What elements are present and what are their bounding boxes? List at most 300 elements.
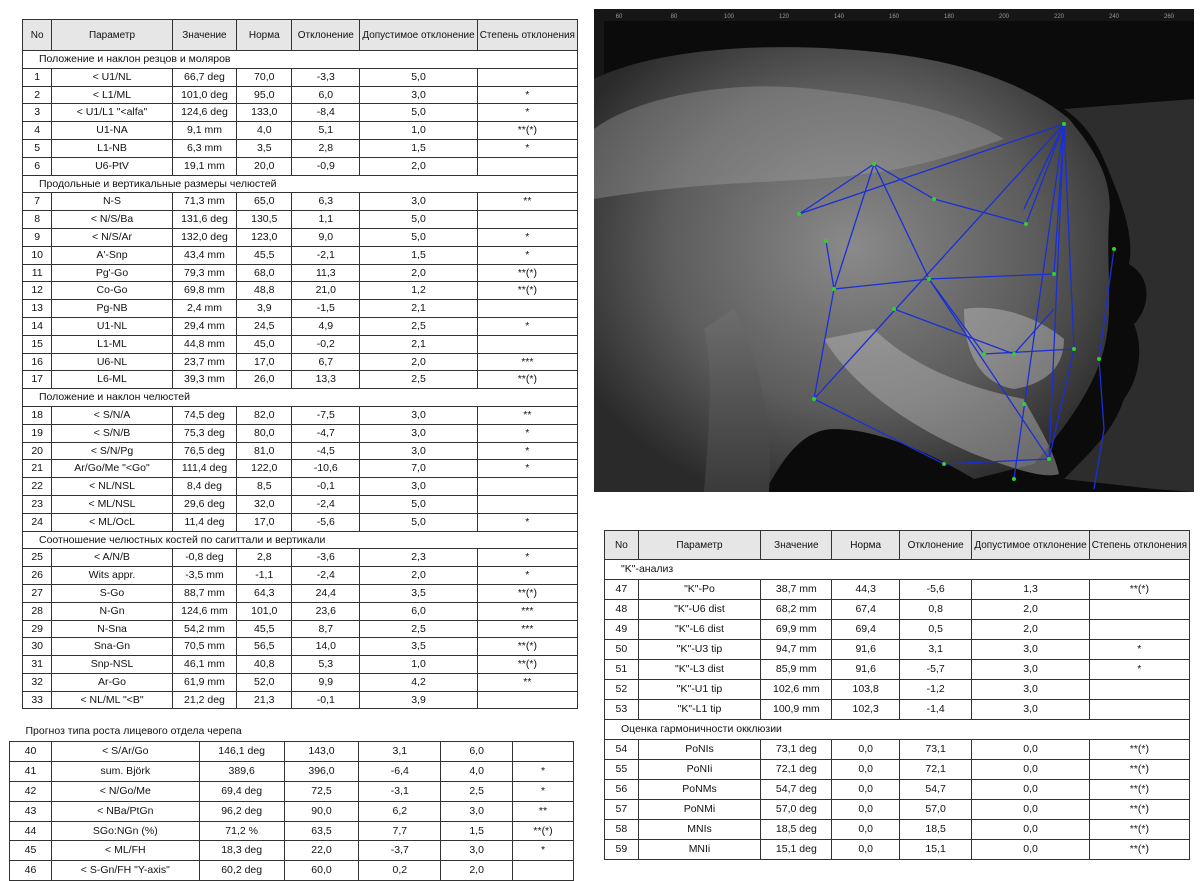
cell-norm: 48,8 [237,282,292,300]
cell-value: 6,3 mm [172,139,237,157]
table-row [23,68,578,86]
cell-deviation: 57,0 [899,800,971,820]
table-row [23,193,578,211]
cell-value: 69,9 mm [761,620,832,640]
cell-degree: * [477,567,577,585]
column-header: Параметр [638,531,761,560]
cell-parameter: < NBa/PtGn [51,801,199,821]
cell-norm: 56,5 [237,638,292,656]
cell-allowed-deviation: 4,0 [441,761,513,781]
cell-no: 53 [605,700,639,720]
cell-no: 2 [23,86,52,104]
table-row [23,567,578,585]
cell-deviation: 18,5 [899,820,971,840]
cell-norm: 8,5 [237,478,292,496]
cell-norm: 91,6 [832,640,899,660]
cell-degree: * [513,841,574,861]
cell-allowed-deviation: 3,0 [972,640,1089,660]
cell-no: 22 [23,478,52,496]
ruler-tick-label: 140 [833,14,845,20]
cell-value: 66,7 deg [172,68,237,86]
cell-parameter: L1-ML [52,335,172,353]
cell-norm: 123,0 [237,228,292,246]
cell-deviation: 6,0 [292,86,360,104]
cell-deviation: -3,7 [359,841,441,861]
cell-parameter: < ML/OcL [52,513,172,531]
cell-allowed-deviation: 2,1 [360,335,477,353]
table-row [23,122,578,140]
landmark-point [1097,357,1101,361]
cell-allowed-deviation: 2,0 [360,567,477,585]
cell-degree: **(*) [477,638,577,656]
landmark-point [1062,122,1066,126]
cell-degree: ** [477,406,577,424]
cell-value: 88,7 mm [172,584,237,602]
cell-parameter: N-Gn [52,602,172,620]
cell-no: 10 [23,246,52,264]
cell-deviation: 6,7 [292,353,360,371]
table-row [23,353,578,371]
cell-allowed-deviation: 2,0 [360,353,477,371]
cell-degree [477,478,577,496]
table-body [605,560,1190,860]
cell-allowed-deviation: 3,9 [360,691,477,709]
cell-degree: **(*) [477,656,577,674]
table-row [10,841,574,861]
table-row [23,300,578,318]
cell-deviation: -7,5 [292,406,360,424]
table-row [23,673,578,691]
column-header: Отклонение [292,20,360,51]
table-row [23,282,578,300]
cell-parameter: < U1/NL [52,68,172,86]
cell-allowed-deviation: 3,0 [972,680,1089,700]
cell-parameter: < S/N/B [52,424,172,442]
table-row [23,656,578,674]
cell-norm: 0,0 [832,820,899,840]
table-row [23,406,578,424]
cell-deviation: 6,2 [359,801,441,821]
column-header: Степень отклонения [1089,531,1189,560]
cell-allowed-deviation: 3,0 [360,478,477,496]
cell-parameter: Wits appr. [52,567,172,585]
cell-degree: **(*) [477,282,577,300]
cell-value: 131,6 deg [172,211,237,229]
cell-allowed-deviation: 3,0 [360,193,477,211]
cell-deviation: -1,4 [899,700,971,720]
cell-degree: *** [477,620,577,638]
cell-degree: *** [477,602,577,620]
growth-prognosis-table [9,722,574,881]
cell-value: 68,2 mm [761,600,832,620]
cell-deviation: -0,1 [292,691,360,709]
cell-no: 47 [605,580,639,600]
cell-no: 14 [23,317,52,335]
column-header: Допустимое отклонение [972,531,1089,560]
cell-value: 69,8 mm [172,282,237,300]
cell-value: 61,9 mm [172,673,237,691]
cell-norm: 70,0 [237,68,292,86]
cell-value: 2,4 mm [172,300,237,318]
ruler-tick-label: 180 [943,14,955,20]
cell-no: 49 [605,620,639,640]
section-title: Положение и наклон резцов и моляров [23,51,578,69]
cell-norm: 133,0 [237,104,292,122]
cell-deviation: 24,4 [292,584,360,602]
cell-parameter: S-Go [52,584,172,602]
cell-parameter: < S/N/Pg [52,442,172,460]
cell-degree: * [513,761,574,781]
cell-allowed-deviation: 2,0 [972,600,1089,620]
cell-deviation: 5,1 [292,122,360,140]
cell-degree [477,691,577,709]
cell-deviation: -0,9 [292,157,360,175]
landmark-point [982,352,986,356]
ruler-tick-label: 60 [615,14,623,20]
cell-norm: 24,5 [237,317,292,335]
cell-norm: 143,0 [284,741,359,761]
column-header: No [605,531,639,560]
cell-no: 9 [23,228,52,246]
cell-parameter: PoNMi [638,800,761,820]
cephalometric-table-main [22,19,578,709]
cell-allowed-deviation: 0,0 [972,740,1089,760]
cell-allowed-deviation: 0,0 [972,800,1089,820]
table-row [10,761,574,781]
cell-parameter: Pg-NB [52,300,172,318]
cell-norm: 396,0 [284,761,359,781]
cell-no: 26 [23,567,52,585]
section-row [10,722,574,741]
table-body [23,51,578,709]
cell-degree: **(*) [1089,760,1189,780]
section-title: "K"-анализ [605,560,1190,580]
cell-parameter: U6-NL [52,353,172,371]
table-row [23,371,578,389]
cell-degree: * [477,104,577,122]
cell-norm: 17,0 [237,353,292,371]
cell-no: 30 [23,638,52,656]
cell-norm: 68,0 [237,264,292,282]
table-row [10,741,574,761]
table-row [605,640,1190,660]
cell-degree: ** [513,801,574,821]
cell-norm: 81,0 [237,442,292,460]
cell-degree [477,157,577,175]
cell-parameter: "K"-U3 tip [638,640,761,660]
cell-no: 11 [23,264,52,282]
cell-allowed-deviation: 5,0 [360,228,477,246]
section-row [605,720,1190,740]
cell-no: 24 [23,513,52,531]
table-row [605,620,1190,640]
column-header: Норма [237,20,292,51]
cell-value: 15,1 deg [761,840,832,860]
cell-degree [1089,700,1189,720]
cell-allowed-deviation: 2,5 [360,371,477,389]
cell-parameter: MNIs [638,820,761,840]
cell-degree: **(*) [477,584,577,602]
cell-no: 6 [23,157,52,175]
cell-deviation: 0,8 [899,600,971,620]
cell-parameter: Pg'-Go [52,264,172,282]
cell-allowed-deviation: 1,0 [360,122,477,140]
cell-value: 102,6 mm [761,680,832,700]
table-row [23,620,578,638]
table-row [605,840,1190,860]
cell-no: 29 [23,620,52,638]
table-row [23,602,578,620]
cell-value: 43,4 mm [172,246,237,264]
landmark-point [932,197,936,201]
cell-parameter: "K"-Po [638,580,761,600]
cell-deviation: -8,4 [292,104,360,122]
cell-parameter: L1-NB [52,139,172,157]
landmark-point [832,287,836,291]
table-row [23,86,578,104]
cell-value: 79,3 mm [172,264,237,282]
cell-value: 101,0 deg [172,86,237,104]
cell-parameter: N-S [52,193,172,211]
cell-no: 8 [23,211,52,229]
cell-deviation: -2,4 [292,495,360,513]
cell-value: -0,8 deg [172,549,237,567]
cell-value: 111,4 deg [172,460,237,478]
landmark-point [1012,352,1016,356]
cell-no: 12 [23,282,52,300]
cell-norm: 32,0 [237,495,292,513]
cell-norm: 80,0 [237,424,292,442]
ruler-tick-label: 160 [888,14,900,20]
cell-value: 18,5 deg [761,820,832,840]
cell-degree: * [513,781,574,801]
cell-parameter: Ar/Go/Me "<Go" [52,460,172,478]
cell-parameter: Snp-NSL [52,656,172,674]
cell-norm: 67,4 [832,600,899,620]
cell-allowed-deviation: 1,2 [360,282,477,300]
cell-parameter: < L1/ML [52,86,172,104]
cell-deviation: 3,1 [899,640,971,660]
cell-degree: **(*) [477,371,577,389]
ruler-tick-label: 120 [778,14,790,20]
cell-deviation: 73,1 [899,740,971,760]
cell-allowed-deviation: 5,0 [360,495,477,513]
cell-no: 28 [23,602,52,620]
table-header [23,20,578,51]
cell-norm: 122,0 [237,460,292,478]
cell-parameter: Co-Go [52,282,172,300]
landmark-point [1072,347,1076,351]
cell-no: 48 [605,600,639,620]
cell-allowed-deviation: 7,0 [360,460,477,478]
cell-deviation: -0,2 [292,335,360,353]
cell-degree [477,211,577,229]
cell-value: 11,4 deg [172,513,237,531]
cell-value: 54,7 deg [761,780,832,800]
cell-allowed-deviation: 1,3 [972,580,1089,600]
cell-no: 43 [10,801,52,821]
cell-norm: 44,3 [832,580,899,600]
cell-value: 29,4 mm [172,317,237,335]
cell-degree [477,335,577,353]
cell-parameter: "K"-L6 dist [638,620,761,640]
cell-norm: 21,3 [237,691,292,709]
cell-value: 124,6 mm [172,602,237,620]
cell-allowed-deviation: 4,2 [360,673,477,691]
cell-allowed-deviation: 5,0 [360,513,477,531]
cell-norm: 130,5 [237,211,292,229]
cell-allowed-deviation: 3,0 [441,801,513,821]
cell-norm: 60,0 [284,861,359,881]
cell-norm: 45,5 [237,246,292,264]
cell-norm: 20,0 [237,157,292,175]
cell-norm: 65,0 [237,193,292,211]
cell-degree: * [477,139,577,157]
cell-allowed-deviation: 6,0 [360,602,477,620]
cell-degree: **(*) [1089,740,1189,760]
cell-value: 39,3 mm [172,371,237,389]
cell-allowed-deviation: 6,0 [441,741,513,761]
table-row [23,424,578,442]
cell-degree [477,300,577,318]
cell-parameter: < A/N/B [52,549,172,567]
cell-value: 75,3 deg [172,424,237,442]
ruler-tick-label: 200 [998,14,1010,20]
table-row [23,549,578,567]
cell-norm: 17,0 [237,513,292,531]
cell-allowed-deviation: 0,0 [972,820,1089,840]
table-row [23,317,578,335]
cell-allowed-deviation: 3,0 [360,406,477,424]
cell-degree: **(*) [477,264,577,282]
cell-parameter: Sna-Gn [52,638,172,656]
cell-parameter: U6-PtV [52,157,172,175]
cell-degree [477,68,577,86]
cell-parameter: SGo:NGn (%) [51,821,199,841]
cell-allowed-deviation: 2,0 [441,861,513,881]
cell-deviation: 14,0 [292,638,360,656]
cell-norm: 3,5 [237,139,292,157]
cell-value: 18,3 deg [199,841,284,861]
table-row [23,211,578,229]
cell-deviation: -2,4 [292,567,360,585]
table-body [10,722,574,881]
table-row [23,638,578,656]
cell-no: 3 [23,104,52,122]
cell-no: 52 [605,680,639,700]
table-row [23,478,578,496]
cell-deviation: 54,7 [899,780,971,800]
cell-norm: 22,0 [284,841,359,861]
cell-allowed-deviation: 1,5 [360,246,477,264]
cell-no: 41 [10,761,52,781]
cell-no: 19 [23,424,52,442]
cell-degree: * [477,513,577,531]
cell-no: 20 [23,442,52,460]
cell-deviation: -3,1 [359,781,441,801]
cell-degree [513,741,574,761]
cell-allowed-deviation: 1,5 [360,139,477,157]
cell-deviation: 23,6 [292,602,360,620]
cell-parameter: MNIi [638,840,761,860]
cell-allowed-deviation: 3,0 [360,86,477,104]
landmark-point [812,397,816,401]
column-header: No [23,20,52,51]
landmark-point [1052,272,1056,276]
cell-no: 59 [605,840,639,860]
cell-parameter: A'-Snp [52,246,172,264]
cell-parameter: sum. Björk [51,761,199,781]
column-header: Допустимое отклонение [360,20,477,51]
cell-no: 56 [605,780,639,800]
cell-allowed-deviation: 1,0 [360,656,477,674]
table-row [605,820,1190,840]
header-row [605,531,1190,560]
cell-value: 44,8 mm [172,335,237,353]
cell-degree: ** [477,673,577,691]
cell-deviation: -0,1 [292,478,360,496]
cell-allowed-deviation: 0,0 [972,780,1089,800]
cell-value: 71,2 % [199,821,284,841]
cell-norm: 40,8 [237,656,292,674]
cell-no: 57 [605,800,639,820]
cell-norm: 90,0 [284,801,359,821]
cell-parameter: "K"-L3 dist [638,660,761,680]
column-header: Параметр [52,20,172,51]
cell-norm: 82,0 [237,406,292,424]
landmark-point [1024,222,1028,226]
cell-value: 132,0 deg [172,228,237,246]
cell-value: 38,7 mm [761,580,832,600]
cell-degree: * [1089,660,1189,680]
cell-value: 69,4 deg [199,781,284,801]
cell-value: 71,3 mm [172,193,237,211]
cell-degree [1089,620,1189,640]
table-row [605,780,1190,800]
cell-parameter: < S/Ar/Go [51,741,199,761]
table-row [23,495,578,513]
cell-value: 100,9 mm [761,700,832,720]
cell-no: 33 [23,691,52,709]
table-row [10,821,574,841]
cell-degree: *** [477,353,577,371]
cell-deviation: 0,5 [899,620,971,640]
cell-no: 13 [23,300,52,318]
cell-parameter: < N/S/Ar [52,228,172,246]
cell-allowed-deviation: 3,0 [360,442,477,460]
section-title: Продольные и вертикальные размеры челюстей [23,175,578,193]
cell-value: 146,1 deg [199,741,284,761]
cell-degree: * [477,86,577,104]
cell-no: 4 [23,122,52,140]
table-row [605,760,1190,780]
cell-deviation: 13,3 [292,371,360,389]
cell-degree: **(*) [1089,780,1189,800]
cell-no: 5 [23,139,52,157]
cell-no: 51 [605,660,639,680]
cell-degree: * [1089,640,1189,660]
cell-deviation: -1,5 [292,300,360,318]
k-analysis-table [604,530,1190,860]
cell-no: 15 [23,335,52,353]
cell-degree: **(*) [1089,840,1189,860]
table-row [605,600,1190,620]
cell-degree: **(*) [1089,580,1189,600]
cell-allowed-deviation: 3,0 [972,700,1089,720]
table-row [10,781,574,801]
cell-parameter: U1-NA [52,122,172,140]
section-row [605,560,1190,580]
